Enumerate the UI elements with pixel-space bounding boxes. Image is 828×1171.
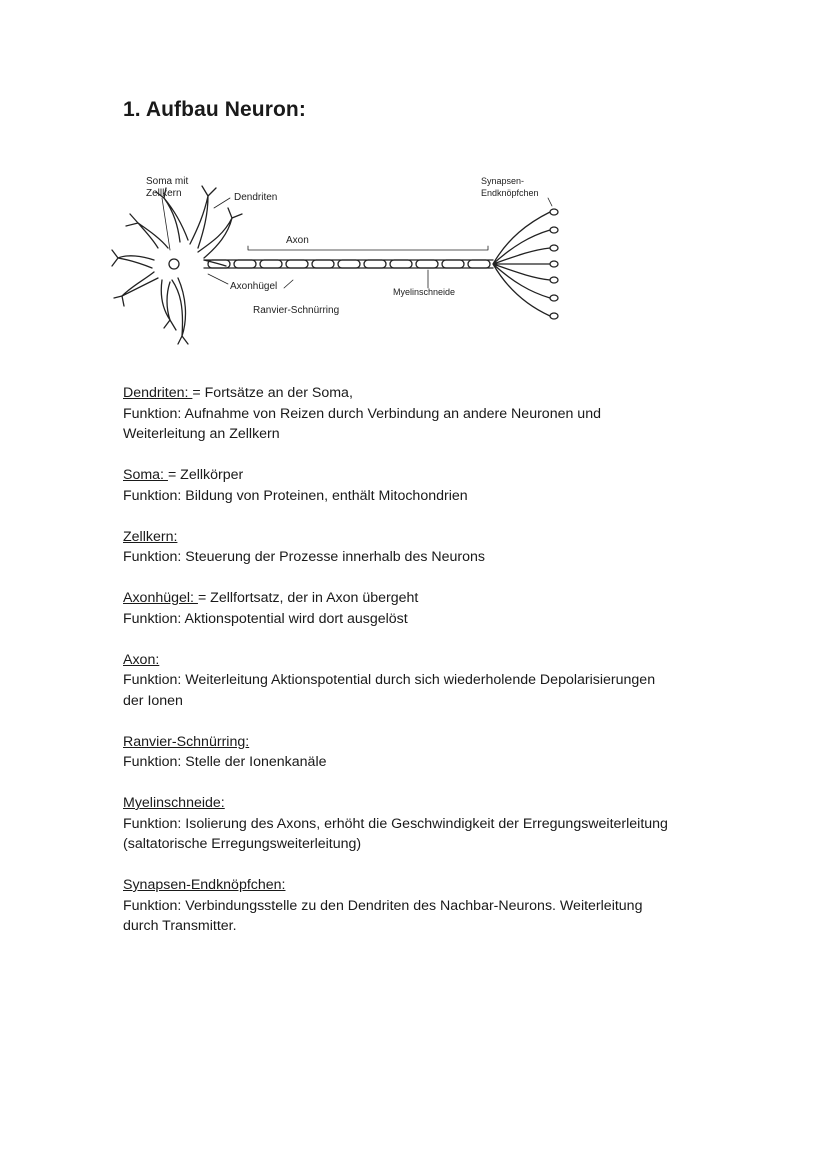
- definitions-list: [123, 383, 733, 957]
- label-dendriten: Dendriten: [234, 192, 278, 203]
- section-soma: [123, 465, 733, 506]
- label-myelin: Myelinschneide: [393, 287, 456, 297]
- text-line: Funktion: Isolierung des Axons, erhöht die Geschwindigkeit der Erregungsweiterleitung: [123, 815, 668, 832]
- section-ranvier: [123, 732, 733, 773]
- synapse-terminals: [493, 212, 550, 316]
- label-ranvier: Ranvier-Schnürring: [253, 305, 340, 316]
- definition-dendriten: = Fortsätze an der Soma,: [192, 385, 353, 401]
- text-line: Funktion: Weiterleitung Aktionspotential durch sich wiederholende Depolarisierungen: [123, 672, 656, 688]
- text-line: Funktion: Aufnahme von Reizen durch Verbindung an andere Neuronen und: [123, 405, 601, 422]
- label-axonhuegel: Axonhügel: [230, 281, 278, 292]
- text-line: durch Transmitter.: [123, 918, 237, 934]
- text-line: Funktion: Aktionspotential wird dort ausgelöst: [123, 610, 408, 627]
- term-axonhuegel: Axonhügel:: [123, 590, 198, 606]
- text-line: Funktion: Verbindungsstelle zu den Dendriten des Nachbar-Neurons. Weiterleitung: [123, 897, 643, 914]
- text-line: der Ionen: [123, 692, 183, 709]
- myelin-segments: [208, 260, 490, 268]
- neuron-diagram-svg: [108, 168, 568, 350]
- leader-lines: [162, 198, 552, 288]
- label-axon: Axon: [286, 235, 309, 246]
- term-myelin: Myelinschneide:: [123, 795, 225, 811]
- term-axon: Axon:: [123, 651, 160, 668]
- section-synapsen: [123, 875, 733, 937]
- term-zellkern: Zellkern:: [123, 528, 178, 545]
- term-dendriten: Dendriten:: [123, 385, 193, 401]
- neuron-diagram: [108, 168, 568, 350]
- text-line: Funktion: Steuerung der Prozesse innerhalb des Neurons: [123, 549, 485, 565]
- section-myelin: [123, 793, 733, 855]
- section-zellkern: [123, 527, 733, 568]
- endknoepfchen: [550, 209, 558, 319]
- label-soma-1: Soma mit: [146, 176, 189, 187]
- label-synapsen-2: Endknöpfchen: [481, 188, 539, 198]
- definition-axonhuegel: = Zellfortsatz, der in Axon übergeht: [197, 590, 419, 606]
- zellkern-circle: [169, 259, 179, 269]
- soma-outline: [118, 196, 232, 336]
- term-soma: Soma:: [123, 467, 168, 483]
- section-axonhuegel: [123, 588, 733, 629]
- text-line: Weiterleitung an Zellkern: [123, 426, 280, 442]
- section-axon: [123, 650, 733, 712]
- text-line: Funktion: Stelle der Ionenkanäle: [123, 754, 327, 770]
- text-line: (saltatorische Erregungsweiterleitung): [123, 836, 362, 852]
- section-dendriten: [123, 383, 733, 445]
- term-ranvier: Ranvier-Schnürring:: [123, 733, 250, 750]
- definition-soma: = Zellkörper: [167, 467, 244, 483]
- text-line: Funktion: Bildung von Proteinen, enthält Mitochondrien: [123, 487, 468, 504]
- label-soma-2: Zellkern: [146, 188, 182, 199]
- term-synapsen: Synapsen-Endknöpfchen:: [123, 877, 286, 893]
- page-title: 1. Aufbau Neuron:: [123, 98, 306, 121]
- label-synapsen-1: Synapsen-: [481, 176, 525, 186]
